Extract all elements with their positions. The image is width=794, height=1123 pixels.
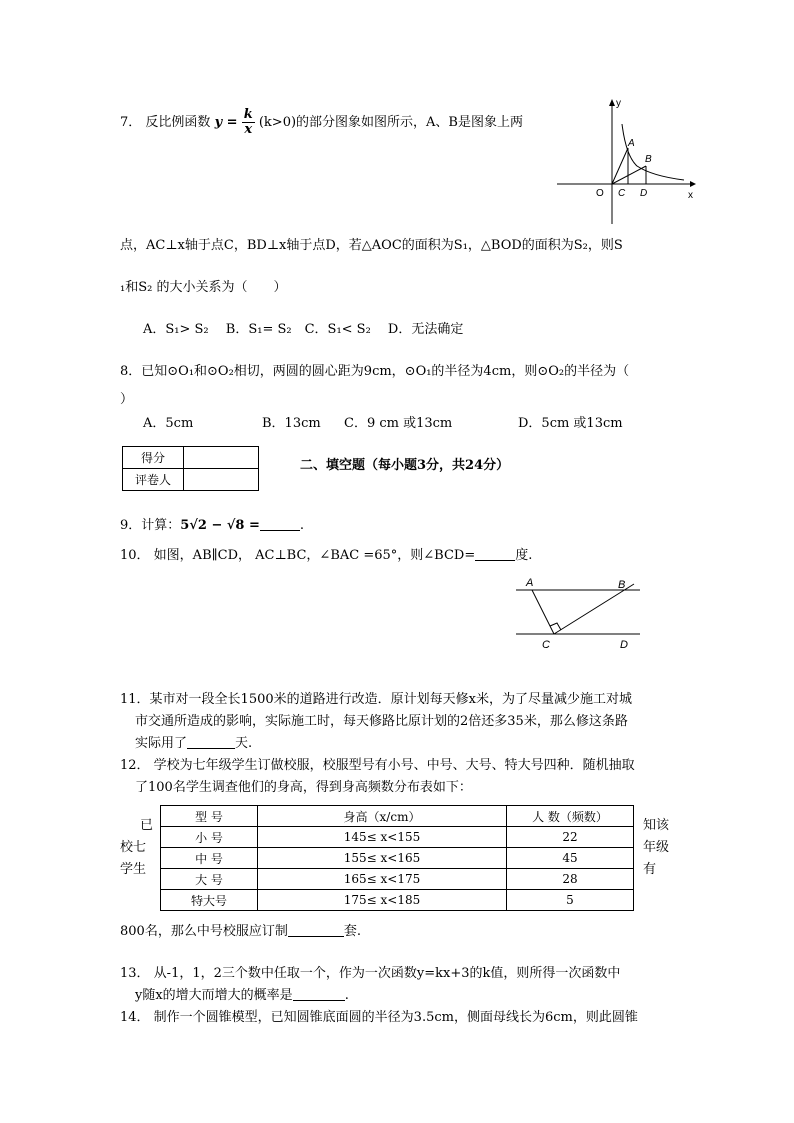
table-cell: 5 <box>507 890 634 911</box>
table-cell: 大 号 <box>161 869 258 890</box>
q7-line1: 7． 反比例函数 y = $\frac{k}{x} (k>0)$的部分图象如图所示，A、B是图象上两 <box>120 107 523 137</box>
q11-line3: 实际用了 天. <box>135 736 253 751</box>
q7-line3: ₁和S₂ 的大小关系为（ ） <box>120 280 287 295</box>
q10-blank <box>475 547 515 561</box>
q12-line2: 了100名学生调查他们的身高，得到身高频数分布表如下： <box>135 780 472 795</box>
grader-cell <box>184 469 259 491</box>
table-cell: 特大号 <box>161 890 258 911</box>
score-cell <box>184 447 259 469</box>
q8-line1: 8．已知⊙O₁和⊙O₂相切，两圆的圆心距为9cm，⊙O₁的半径为4cm，则⊙O₂的半径为（ <box>120 364 630 379</box>
q7-options: A．S₁> S₂ B．S₁= S₂ C．S₁< S₂ D．无法确定 <box>143 322 464 337</box>
table-header: 型 号 <box>161 806 258 827</box>
q13-line2: y随x的增大而增大的概率是 . <box>135 988 349 1003</box>
q13-blank <box>293 987 345 1001</box>
q11-line1: 11．某市对一段全长1500米的道路进行改造．原计划每天修x米，为了尽量减少施工对城 <box>120 692 632 707</box>
table-cell: 175≤ x<185 <box>258 890 507 911</box>
frequency-table <box>160 805 634 911</box>
table-cell: 45 <box>507 848 634 869</box>
q8-option-d: D．5cm 或13cm <box>518 416 623 431</box>
q7-line2: 点，AC⊥x轴于点C，BD⊥x轴于点D，若△AOC的面积为S₁，△BOD的面积为S₂，则S <box>120 238 623 253</box>
fig-label-a: A <box>526 577 534 589</box>
q8-option-c: C．9 cm 或13cm <box>344 416 453 431</box>
table-row <box>161 890 634 911</box>
q12-left-b: 校七 <box>120 840 147 855</box>
fig-label-c: C <box>542 639 550 651</box>
q12-blank <box>288 923 344 937</box>
q12-left-a: 已 <box>140 818 154 833</box>
q12-right-b: 年级 <box>643 840 670 855</box>
q10-figure <box>512 574 647 654</box>
q10: 10． 如图，AB∥CD， AC⊥BC，∠BAC =65°，则∠BCD= 度. <box>120 548 533 563</box>
table-cell: 145≤ x<155 <box>258 827 507 848</box>
graph-label-c: C <box>618 188 626 199</box>
table-cell: 155≤ x<165 <box>258 848 507 869</box>
q14-line1: 14． 制作一个圆锥模型，已知圆锥底面圆的半径为3.5cm，侧面母线长为6cm，则此圆锥 <box>120 1010 638 1025</box>
q12-line1: 12． 学校为七年级学生订做校服，校服型号有小号、中号、大号、特大号四种．随机抽取 <box>120 758 635 773</box>
q12-last-line: 800名，那么中号校服应订制 套. <box>120 924 361 939</box>
table-cell: 165≤ x<175 <box>258 869 507 890</box>
table-header: 人 数（频数） <box>507 806 634 827</box>
table-cell: 小 号 <box>161 827 258 848</box>
graph-label-d: D <box>640 188 648 199</box>
table-row <box>161 848 634 869</box>
q12-right-c: 有 <box>643 862 657 877</box>
grader-label: 评卷人 <box>123 469 184 491</box>
table-cell: 22 <box>507 827 634 848</box>
q8-line2: ） <box>120 392 134 407</box>
fraction-k-over-x: $\frac{k}{x}$ <box>243 107 253 137</box>
q12-right-a: 知该 <box>643 818 670 833</box>
table-row <box>161 869 634 890</box>
fig-label-b: B <box>618 579 626 591</box>
q8-option-a: A．5cm <box>143 416 194 431</box>
graph-label-a: A <box>628 138 635 149</box>
q11-blank <box>187 735 235 749</box>
q9: 9．计算：5√2 − √8 = . <box>120 518 305 533</box>
graph-label-x: x <box>688 190 693 201</box>
q13-line1: 13． 从-1，1，2三个数中任取一个，作为一次函数y=kx+3的k值，则所得一次函数中 <box>120 966 621 981</box>
table-header-row <box>161 806 634 827</box>
table-cell: 中 号 <box>161 848 258 869</box>
graph-label-o: O <box>596 188 604 199</box>
score-label: 得分 <box>123 447 184 469</box>
graph-label-y: y <box>616 98 621 109</box>
q12-left-c: 学生 <box>120 862 147 877</box>
graph-label-b: B <box>645 154 652 165</box>
fig-label-d: D <box>620 639 628 651</box>
q9-blank <box>260 517 300 531</box>
section-2-heading: 二、填空题（每小题3分，共24分） <box>300 458 510 473</box>
score-table <box>122 446 259 491</box>
table-cell: 28 <box>507 869 634 890</box>
table-row <box>161 827 634 848</box>
q8-option-b: B．13cm <box>262 416 321 431</box>
q11-line2: 市交通所造成的影响，实际施工时，每天修路比原计划的2倍还多35米，那么修这条路 <box>135 714 628 729</box>
table-header: 身高（x/cm） <box>258 806 507 827</box>
q7-graph <box>552 96 702 226</box>
